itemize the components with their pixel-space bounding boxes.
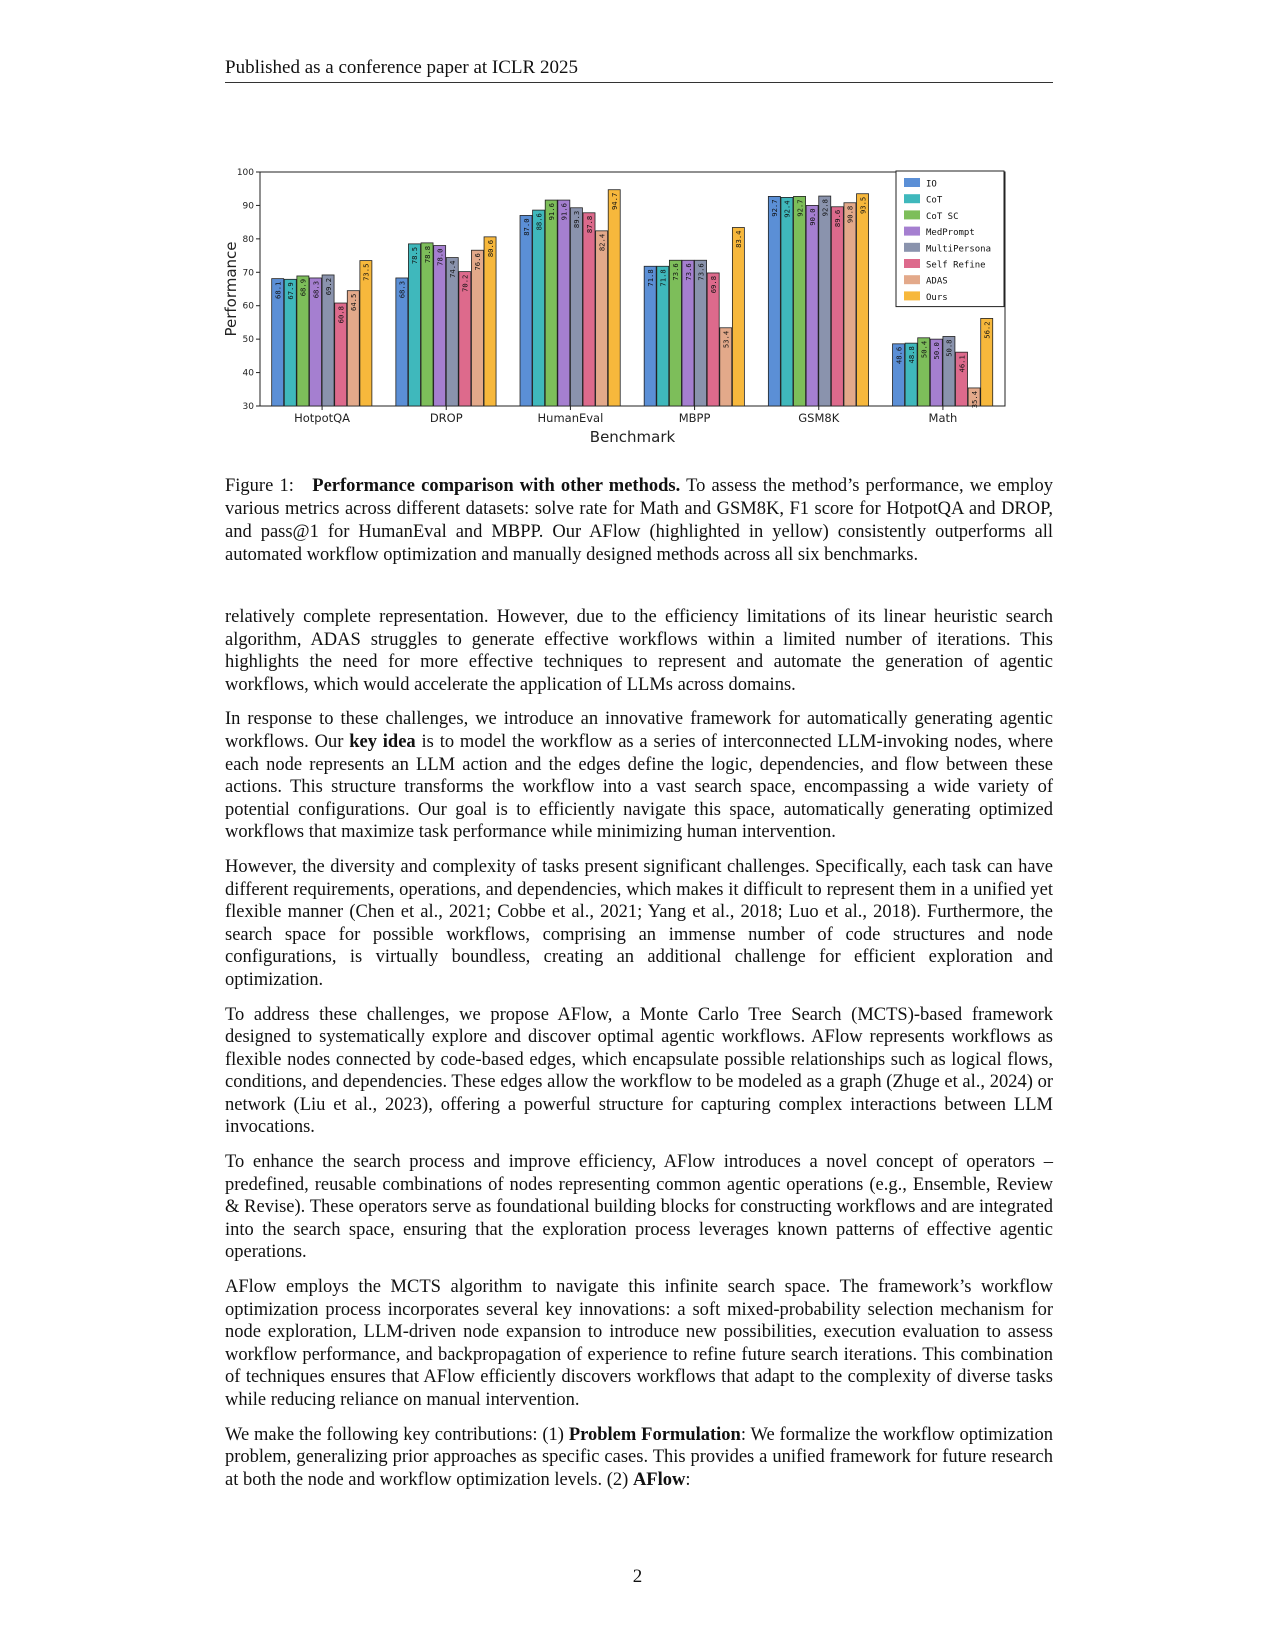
legend-label: IO [926,179,937,190]
bar-value-label: 48.6 [894,346,904,365]
y-tick-label: 60 [242,301,254,312]
contribution-bold: Problem Formulation [568,1424,741,1445]
bar-value-label: 68.3 [397,280,407,299]
legend-label: ADAS [926,276,948,287]
body-text [225,606,1053,1503]
legend-swatch [904,227,920,236]
legend-box [896,171,1004,307]
key-idea-bold: key idea [349,731,416,752]
paragraph: AFlow employs the MCTS algorithm to navigate this infinite search space. The framework’s workflow optimization process incorporates several key innovations: a soft mixed-probability selection mechanism for node exploration, LLM-driven node expansion to introduce new possibilities, execution evaluation to assess workflow performance, and backpropagation of experience to refine future search iterations. This combination of techniques ensures that AFlow efficiently discovers workflows that adapt to the complexity of diverse tasks while reducing reliance on manual intervention. [225,1277,1053,1410]
bar [408,244,420,406]
bar [844,203,856,406]
bar-value-label: 92.7 [795,199,805,217]
bar-value-label: 56.2 [982,321,992,339]
bar-value-label: 68.3 [311,280,321,299]
bar-value-label: 74.4 [448,260,458,278]
bar-value-label: 78.5 [410,246,420,265]
bar [695,260,707,406]
bar [583,213,595,406]
bar-value-label: 89.6 [833,209,843,228]
performance-bar-chart [222,168,1059,468]
bar [520,215,532,406]
legend-swatch [904,259,920,268]
bar-value-label: 90.0 [807,208,817,226]
bar-value-label: 35.4 [969,390,979,409]
legend-swatch [904,275,920,284]
bar [857,194,869,406]
bar [768,196,780,406]
y-tick-label: 40 [242,368,254,379]
y-axis-label: Performance [222,241,240,337]
x-tick-label: HotpotQA [294,411,351,425]
bar-value-label: 46.1 [957,355,967,373]
bar-value-label: 91.6 [559,203,569,221]
bar-value-label: 67.9 [286,282,296,300]
bar [806,205,818,406]
bar [421,243,433,406]
y-tick-label: 50 [242,335,254,346]
y-tick-label: 70 [242,268,254,279]
legend-swatch [904,243,920,252]
caption-text: To assess the method’s performance, we employ various metrics across different datasets: solve rate for Math and GSM8K, F1 score for HotpotQA and DROP, and pass@1 for HumanEval and MBPP. Our AFlow (highlighted in yellow) consistently outperforms all automated workflow optimization and manually designed methods across all six benchmarks. [225,476,1053,565]
paragraph: We make the following key contributions: (1) Problem Formulation: We formalize the workflow optimization problem, generalizing prior approaches as specific cases. This provides a unified framework for future research at both the node and workflow optimization levels. (2) AFlow: [225,1424,1054,1490]
bar [558,200,570,406]
bar [484,237,496,406]
x-tick-label: MBPP [678,411,711,425]
legend-swatch [904,291,920,300]
bar-value-label: 73.6 [696,263,706,281]
bar-value-label: 60.8 [336,306,346,324]
bar-value-label: 91.6 [547,203,557,221]
bar [781,197,793,406]
bar-value-label: 88.6 [534,213,544,231]
bar-value-label: 50.8 [944,339,954,357]
aflow-bold: AFlow [632,1469,686,1490]
y-tick-label: 30 [242,402,254,412]
bar [682,260,694,406]
legend-swatch [904,194,920,203]
bar-value-label: 82.4 [597,233,607,252]
x-tick-label: Math [928,411,958,425]
bar-value-label: 69.8 [708,275,718,294]
bar-value-label: 78.0 [435,248,445,266]
bar-value-label: 93.5 [858,196,868,215]
bar [570,208,582,406]
running-header: Published as a conference paper at ICLR 2025 [225,56,1053,83]
bar-value-label: 68.1 [273,281,283,299]
bar [446,258,458,406]
paragraph: However, the diversity and complexity of tasks present significant challenges. Specifically, each task can have different requirements, operations, and dependencies, which makes it difficult to represent them in a unified yet flexible manner (Chen et al., 2021; Cobbe et al., 2021; Yang et al., 2018; Luo et al., 2018). Furthermore, the search space for possible workflows, comprising an immense number of code structures and node configurations, is virtually boundless, creating an additional challenge for efficient exploration and optimization. [225,856,1053,990]
bar [533,210,545,406]
paragraph: In response to these challenges, we introduce an innovative framework for automatically generating agentic workflows. Our key idea is to model the workflow as a series of interconnected LLM-invoking nodes, where each node represents an LLM action and the edges define the logic, dependencies, and flow between these actions. This structure transforms the workflow into a vast search space, encompassing a wide variety of potential configurations. Our goal is to efficiently navigate this space, automatically generating optimized workflows that maximize task performance while minimizing human intervention. [225,709,1054,843]
bar [669,260,681,406]
bar [471,250,483,406]
legend-label: MultiPersona [926,244,992,255]
bar-value-label: 90.8 [845,205,855,224]
legend-swatch [904,210,920,219]
bar-value-label: 64.5 [349,293,359,311]
bar [794,196,806,406]
bar [819,196,831,406]
bar [360,261,372,406]
bar-value-label: 92.8 [820,199,830,217]
legend-label: Ours [926,292,948,303]
paragraph: To enhance the search process and improve efficiency, AFlow introduces a novel concept of operators – predefined, reusable combinations of nodes representing common agentic operations (e.g., Ensemble, Review & Revise). These operators serve as foundational building blocks for constructing workflows and are integrated into the search space, ensuring that the exploration process leverages known patterns of effective agentic operations. [225,1152,1053,1263]
x-axis-label: Benchmark [589,428,676,446]
bar-value-label: 68.9 [298,278,308,297]
figure-label: Figure 1: [225,476,294,496]
legend-label: Self Refine [926,260,986,271]
page-number: 2 [632,1566,643,1587]
bar-value-label: 87.8 [584,215,594,234]
legend-label: CoT SC [926,211,959,222]
bar [608,190,620,406]
bar [732,227,744,406]
caption-title: Performance comparison with other methods. [312,476,681,496]
bar-value-label: 94.7 [610,192,620,211]
x-tick-label: DROP [429,411,463,425]
bar-value-label: 76.6 [473,253,483,271]
bar-value-label: 73.5 [361,263,371,281]
bar-value-label: 80.6 [485,239,495,258]
y-tick-label: 90 [242,201,254,212]
bar-value-label: 78.8 [422,245,432,264]
bar-value-label: 69.2 [323,277,333,296]
y-tick-label: 80 [242,234,254,245]
bar-value-label: 71.8 [645,269,655,287]
bar-value-label: 73.6 [683,263,693,281]
bar-value-label: 70.2 [460,274,470,292]
bar-value-label: 89.3 [572,210,582,229]
legend-swatch [904,178,920,187]
bar-value-label: 71.8 [658,269,668,287]
bar-value-label: 73.6 [671,263,681,281]
bar [831,207,843,406]
bar-value-label: 48.8 [906,346,916,364]
legend-label: CoT [926,195,943,206]
bar-value-label: 92.7 [770,199,780,217]
bar [545,200,557,406]
bar-value-label: 53.4 [721,330,731,349]
bar-value-label: 50.0 [932,342,942,360]
bar-value-label: 50.4 [919,340,929,359]
bar [596,231,608,406]
x-tick-label: HumanEval [537,411,604,425]
y-tick-label: 100 [236,168,254,178]
x-tick-label: GSM8K [798,411,840,425]
legend-label: MedPrompt [926,228,975,239]
bar-value-label: 92.4 [782,200,792,218]
bar-value-label: 83.4 [734,230,744,248]
figure-caption [225,475,1053,567]
bar-value-label: 87.0 [521,218,531,236]
paragraph: relatively complete representation. However, due to the efficiency limitations of its linear heuristic search algorithm, ADAS struggles to generate effective workflows within a limited number of iterations. This highlights the need for more effective techniques to represent and automate the generation of agentic workflows, which would accelerate the application of LLMs across domains. [225,607,1053,695]
bar [434,246,446,406]
paragraph: To address these challenges, we propose AFlow, a Monte Carlo Tree Search (MCTS)-based framework designed to systematically explore and discover optimal agentic workflows. AFlow represents workflows as flexible nodes connected by code-based edges, which encapsulate possible relationships such as logical flows, conditions, and dependencies. These edges allow the workflow to be modeled as a graph (Zhuge et al., 2024) or network (Liu et al., 2023), offering a powerful structure for capturing complex interactions between LLM invocations. [225,1004,1053,1138]
